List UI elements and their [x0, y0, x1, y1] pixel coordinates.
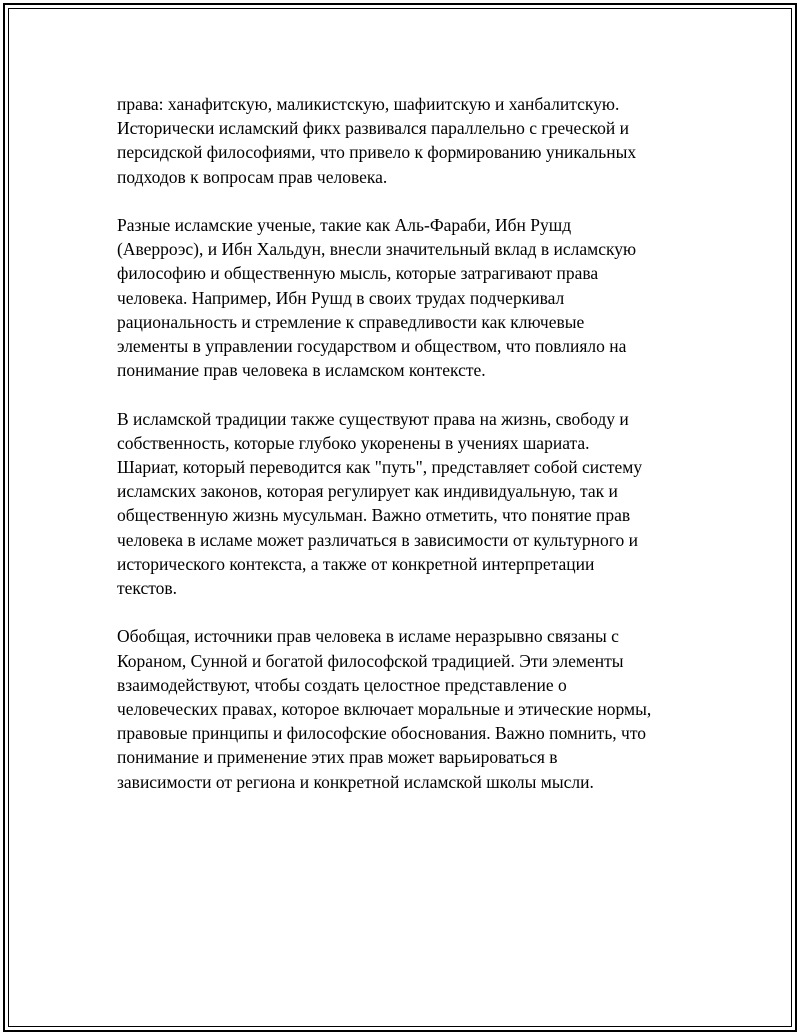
text-line: взаимодействуют, чтобы создать целостное представление о — [117, 674, 567, 695]
text-line: правовые принципы и философские обоснования. Важно помнить, что — [117, 723, 647, 744]
text-line: понимание и применение этих прав может варьироваться в — [117, 747, 558, 768]
paragraph-3 — [117, 407, 685, 601]
text-line: Исторически исламский фикх развивался параллельно с греческой и — [117, 118, 629, 139]
text-line: элементы в управлении государством и обществом, что повлияло на — [117, 336, 627, 357]
text-line: Разные исламские ученые, такие как Аль-Фараби, Ибн Рушд — [117, 215, 572, 235]
text-line: исламских законов, которая регулирует как индивидуальную, так и — [117, 481, 618, 502]
text-line: человеческих правах, которое включает моральные и этические нормы, — [117, 699, 652, 720]
text-line: Кораном, Сунной и богатой философской традицией. Эти элементы — [117, 650, 624, 671]
paragraph-2 — [117, 213, 685, 382]
text-line: Шариат, который переводится как "путь", представляет собой систему — [117, 457, 643, 478]
text-line: текстов. — [117, 578, 178, 599]
text-line: собственность, которые глубоко укоренены в учениях шариата. — [117, 432, 590, 453]
text-line: права: ханафитскую, маликистскую, шафиитскую и ханбалитскую. — [117, 94, 620, 114]
text-line: человека. Например, Ибн Рушд в своих трудах подчеркивал — [117, 287, 565, 308]
text-line: рациональность и стремление к справедливости как ключевые — [117, 311, 585, 332]
text-line: человека в исламе может различаться в зависимости от культурного и — [117, 529, 638, 550]
text-line: (Аверроэс), и Ибн Хальдун, внесли значительный вклад в исламскую — [117, 239, 637, 260]
paragraph-4 — [117, 624, 685, 793]
text-line: подходов к вопросам прав человека. — [117, 166, 388, 187]
text-line: Обобщая, источники прав человека в исламе неразрывно связаны с — [117, 626, 619, 647]
text-line: персидской философиями, что привело к формированию уникальных — [117, 142, 637, 163]
document-body — [117, 92, 685, 818]
text-line: зависимости от региона и конкретной исламской школы мысли. — [117, 771, 594, 792]
text-line: В исламской традиции также существуют права на жизнь, свободу и — [117, 408, 629, 429]
paragraph-1 — [117, 92, 685, 189]
text-line: исторического контекста, а также от конкретной интерпретации — [117, 553, 595, 574]
text-line: понимание прав человека в исламском контексте. — [117, 360, 486, 381]
text-line: философию и общественную мысль, которые затрагивают права — [117, 263, 599, 284]
text-line: общественную жизнь мусульман. Важно отметить, что понятие прав — [117, 505, 631, 526]
